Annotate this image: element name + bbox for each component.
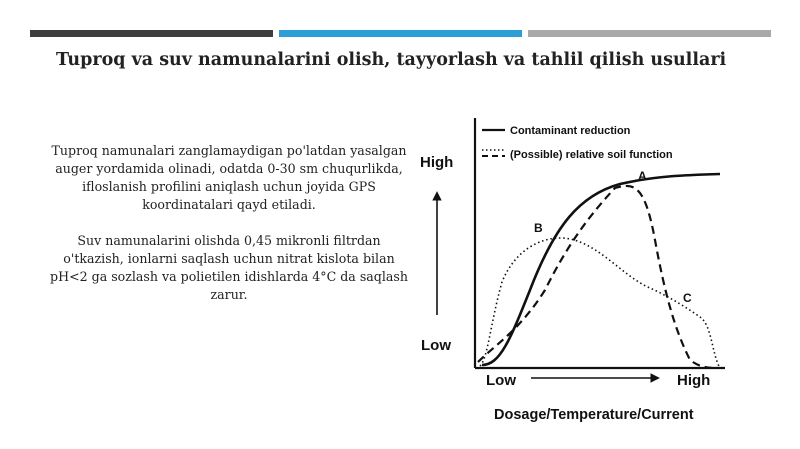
- top-bar-gray: [528, 30, 771, 37]
- paragraph-water: Suv namunalarini olishda 0,45 mikronli filtrdan o'tkazish, ionlarni saqlash uchun nitrat kislota bilan pH<2 ga sozlash va polietilen idishlarda 4°C da saqlash zarur.: [50, 233, 408, 302]
- y-low-label: Low: [421, 337, 451, 354]
- x-low-label: Low: [486, 372, 516, 389]
- chart: [410, 110, 740, 430]
- body-text: [50, 142, 408, 322]
- paragraph-soil: Tuproq namunalari zanglamaydigan po'latdan yasalgan auger yordamida olinadi, odatda 0-30 sm chuqurlikda, ifloslanish profilini aniqlash uchun joyida GPS koordinatalari qayd etiladi.: [51, 143, 407, 212]
- point-label-c: C: [683, 291, 692, 305]
- legend-label-relative-soil-function: (Possible) relative soil function: [510, 149, 673, 161]
- slide-title: Tuproq va suv namunalarini olish, tayyorlash va tahlil qilish usullari: [56, 50, 727, 70]
- series-soil-function-dashed: [478, 186, 715, 368]
- chart-svg: [410, 110, 740, 430]
- top-bar-blue: [279, 30, 522, 37]
- point-label-a: A: [638, 169, 647, 183]
- point-label-b: B: [534, 221, 543, 235]
- y-high-label: High: [420, 154, 454, 171]
- top-bar-dark: [30, 30, 273, 37]
- legend-label-contaminant-reduction: Contaminant reduction: [510, 125, 631, 137]
- x-high-label: High: [677, 372, 711, 389]
- x-axis-title: Dosage/Temperature/Current: [494, 407, 694, 423]
